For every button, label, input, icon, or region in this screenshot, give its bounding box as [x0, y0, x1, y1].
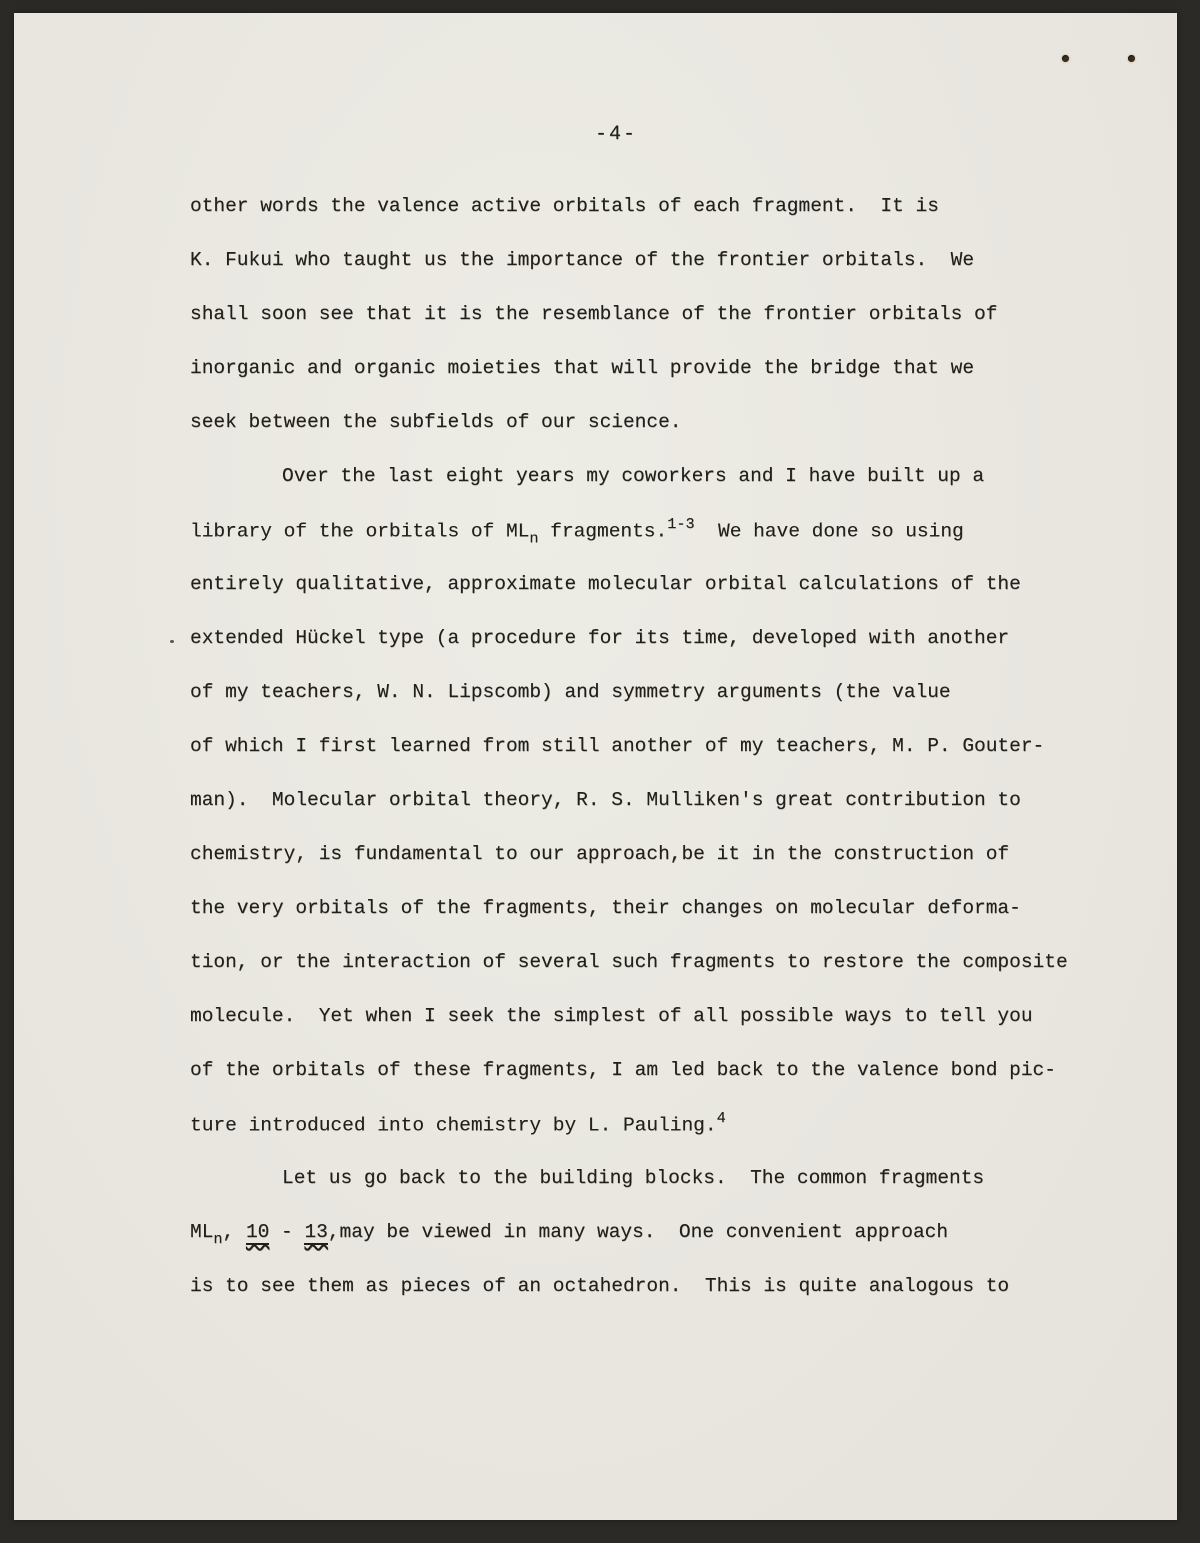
text-segment: seek between the subfields of our science. [190, 411, 682, 433]
text-line [190, 1273, 1130, 1327]
text-segment: ,may be viewed in many ways. One convenient approach [327, 1221, 949, 1243]
text-segment: the very orbitals of the fragments, their changes on molecular deforma- [190, 897, 1021, 919]
text-line [190, 193, 1130, 247]
text-segment: man). Molecular orbital theory, R. S. Mulliken's great contribution to [190, 789, 1021, 811]
ink-speck [170, 640, 174, 643]
text-segment: ture introduced into chemistry by L. Pauling. [190, 1114, 717, 1137]
text-segment: tion, or the interaction of several such fragments to restore the composite [190, 951, 1068, 973]
text-line [190, 463, 1130, 517]
text-line [190, 1165, 1130, 1219]
text-line [190, 517, 1130, 571]
text-line [190, 409, 1130, 463]
text-line [190, 625, 1130, 679]
text-line [190, 247, 1130, 301]
text-segment: of my teachers, W. N. Lipscomb) and symmetry arguments (the value [190, 681, 951, 703]
text-segment: entirely qualitative, approximate molecular orbital calculations of the [190, 573, 1021, 595]
text-segment-sub: n [529, 529, 539, 548]
text-line [190, 301, 1130, 355]
text-line [190, 571, 1130, 625]
text-segment: ML [190, 1221, 214, 1243]
text-segment: other words the valence active orbitals of each fragment. It is [190, 195, 939, 217]
text-segment: library of the orbitals of ML [190, 520, 530, 543]
text-line [190, 355, 1130, 409]
text-segment: extended Hückel type (a procedure for its time, developed with another [190, 627, 1010, 649]
text-segment: Let us go back to the building blocks. The common fragments [282, 1167, 985, 1189]
pinhole-left [1062, 55, 1069, 62]
text-segment: of the orbitals of these fragments, I am led back to the valence bond pic- [190, 1059, 1056, 1081]
text-line [190, 895, 1130, 949]
document-page [14, 13, 1177, 1520]
text-segment: is to see them as pieces of an octahedron. This is quite analogous to [190, 1275, 1010, 1297]
text-segment-sub: n [213, 1230, 223, 1249]
text-segment: - [269, 1221, 305, 1243]
text-line [190, 841, 1130, 895]
text-line [190, 1111, 1130, 1165]
text-segment: Over the last eight years my coworkers and I have built up a [282, 465, 985, 487]
text-segment: chemistry, is fundamental to our approach,be it in the construction of [190, 843, 1010, 865]
text-line [190, 1219, 1130, 1273]
text-segment: , [222, 1221, 246, 1243]
text-segment: molecule. Yet when I seek the simplest of all possible ways to tell you [190, 1005, 1033, 1027]
text-segment-ref: 13 [304, 1221, 328, 1243]
pinhole-right [1128, 55, 1135, 62]
text-line [190, 679, 1130, 733]
text-segment-sup: 1-3 [667, 515, 695, 533]
text-segment: of which I first learned from still another of my teachers, M. P. Gouter- [190, 735, 1045, 757]
text-line [190, 1057, 1130, 1111]
text-line [190, 787, 1130, 841]
text-line [190, 1003, 1130, 1057]
text-segment: We have done so using [694, 520, 964, 543]
text-segment: fragments. [538, 520, 668, 543]
text-line [190, 949, 1130, 1003]
typed-lines [190, 193, 1130, 1327]
text-segment: shall soon see that it is the resemblance of the frontier orbitals of [190, 303, 998, 325]
text-line [190, 733, 1130, 787]
text-segment: K. Fukui who taught us the importance of the frontier orbitals. We [190, 249, 975, 271]
page-number: -4- [595, 123, 638, 146]
text-segment-ref: 10 [245, 1221, 270, 1243]
text-segment: inorganic and organic moieties that will provide the bridge that we [190, 357, 975, 379]
text-segment-sup: 4 [716, 1109, 726, 1127]
